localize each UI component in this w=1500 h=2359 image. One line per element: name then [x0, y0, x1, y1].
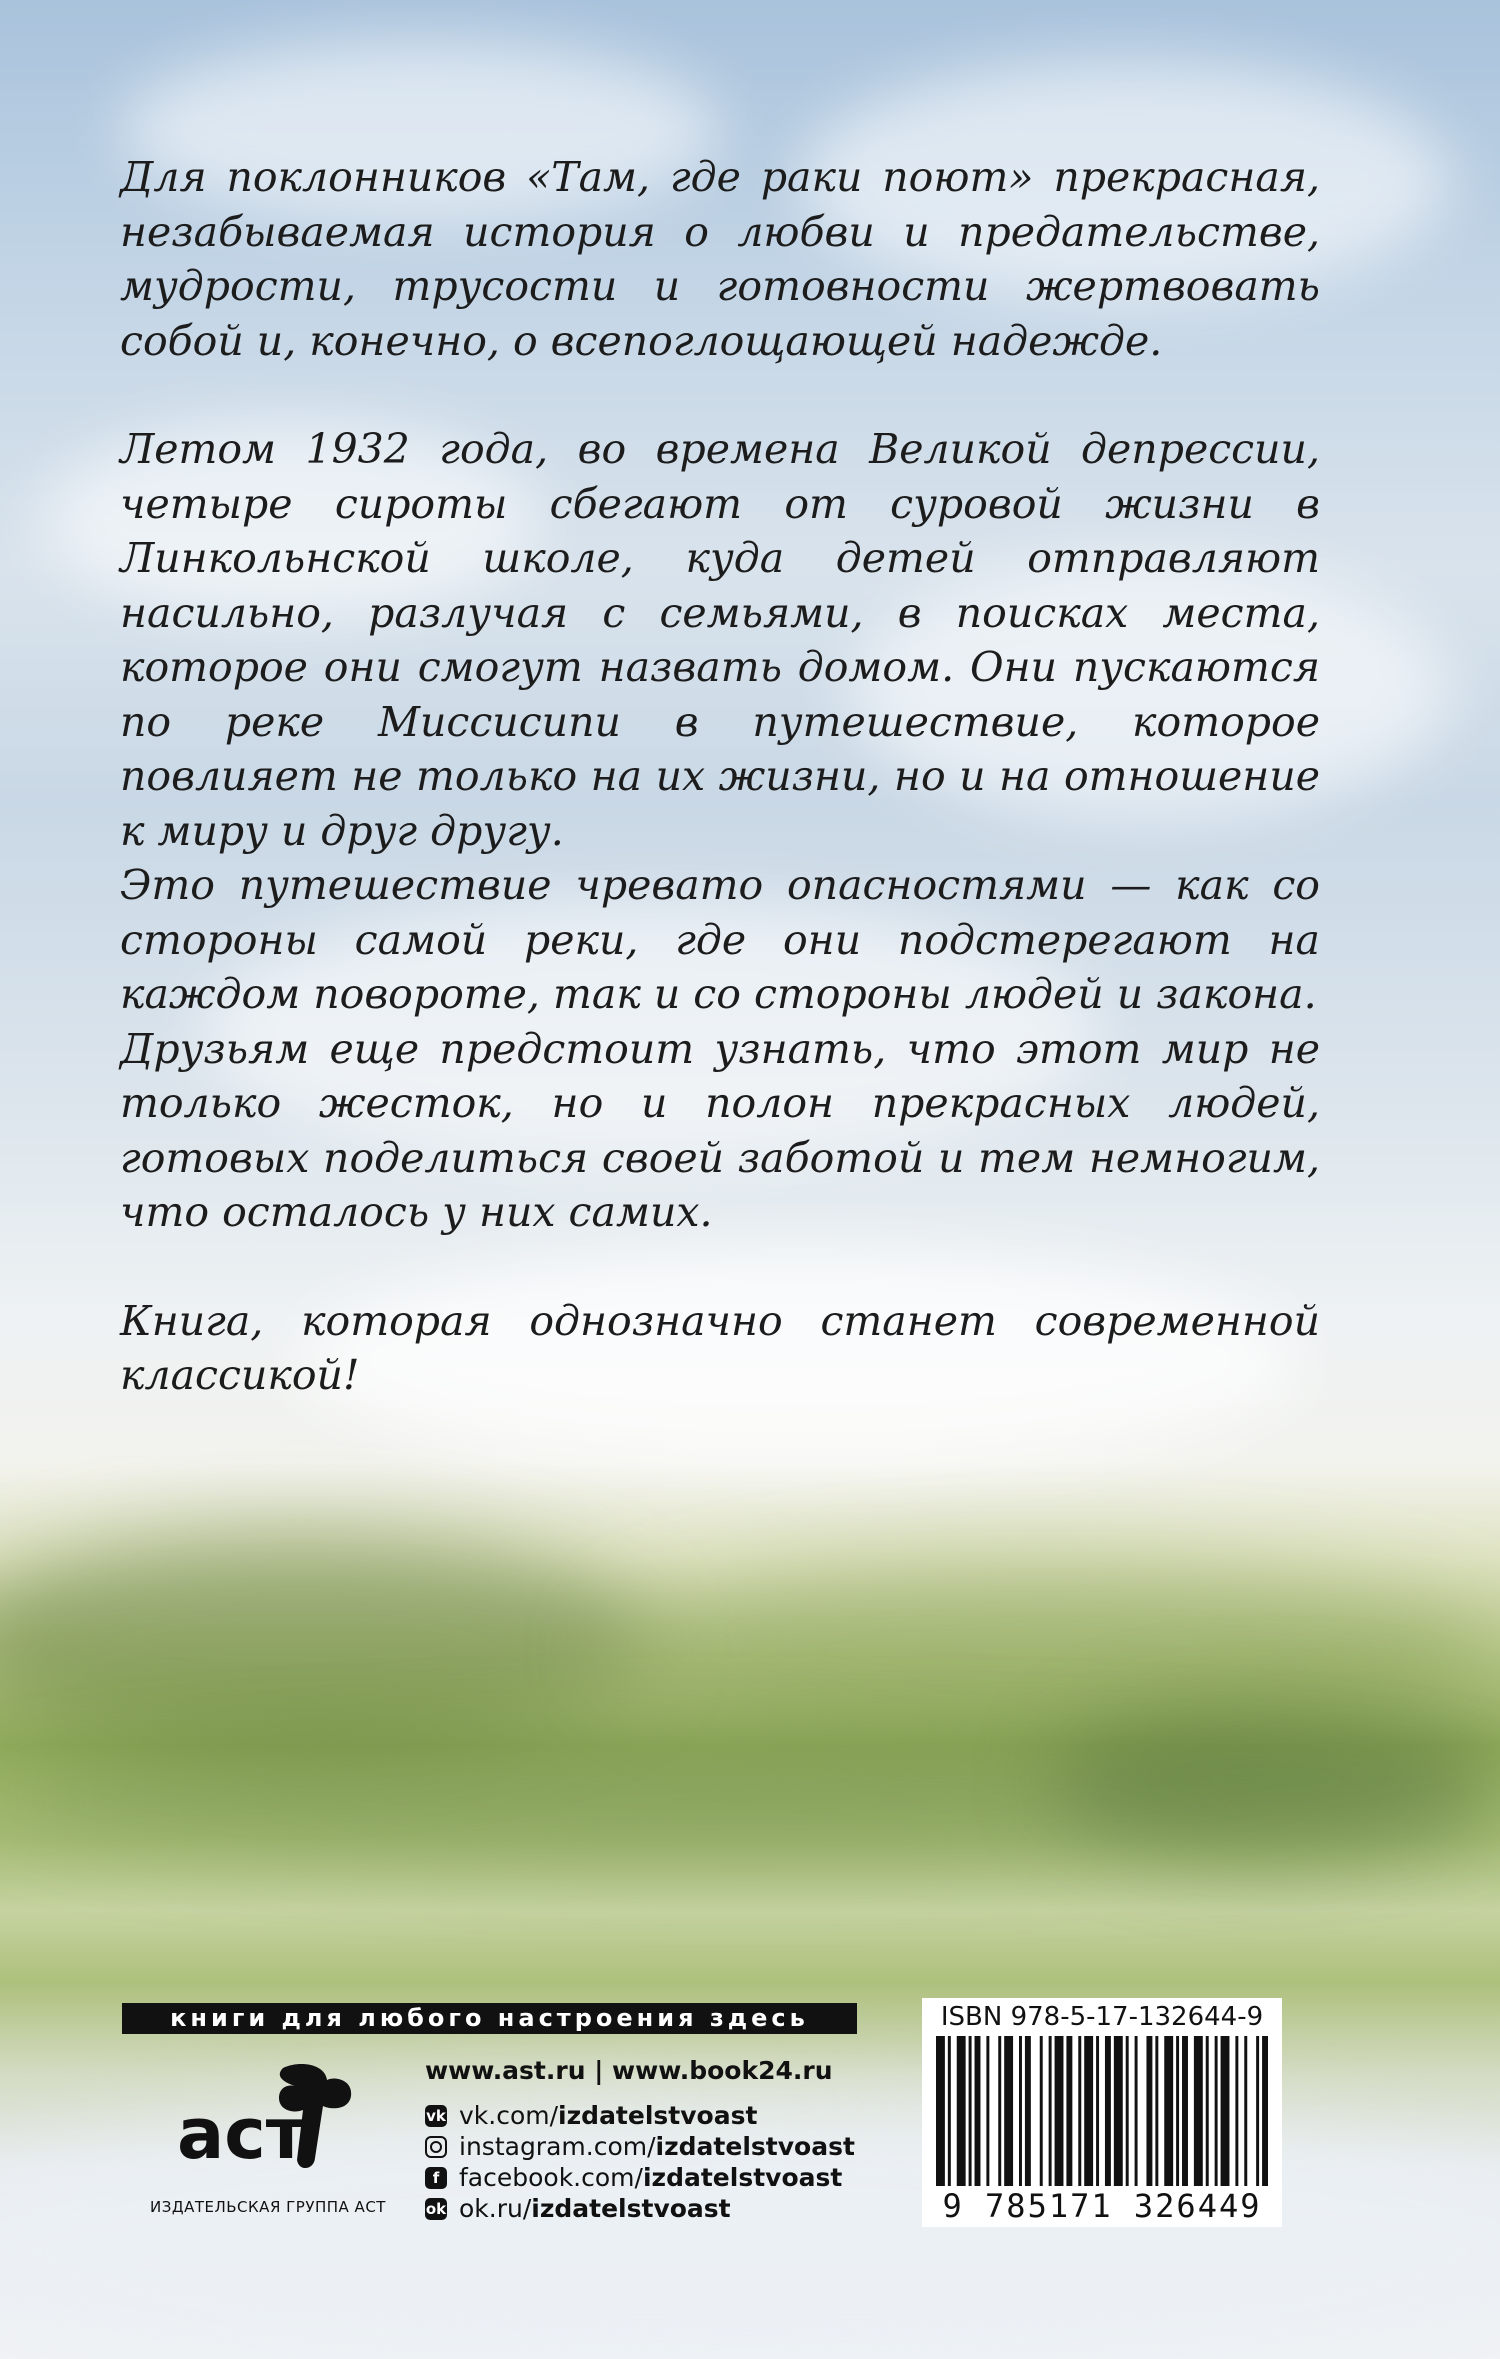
blurb-paragraph-5: Книга, которая однозначно станет современной классикой!	[120, 1296, 1320, 1399]
blurb-paragraph-2: Летом 1932 года, во времена Великой депрессии, четыре сироты сбегают от суровой жизни в Линкольнской школе, куда детей отправляют насильно, разлучая с семьями, в поисках места, которое они смогут назвать домом. Они пускаются по реке Миссисипи в путешествие, которое повлияет не только на их жизни, но и на отношение к миру и друг другу.	[120, 425, 1320, 855]
social-handle: izdatelstvoast	[558, 2101, 758, 2130]
instagram-icon	[425, 2136, 447, 2158]
blurb-paragraph-4: Друзьям еще предстоит узнать, что этот мир не только жесток, но и полон прекрасных людей, готовых поделиться своей заботой и тем немногим, что осталось у них самих.	[120, 1024, 1320, 1236]
social-prefix: facebook.com/	[459, 2163, 643, 2192]
ast-logo-text: аст	[177, 2093, 307, 2175]
publisher-group-name: ИЗДАТЕЛЬСКАЯ ГРУППА АСТ	[150, 2198, 386, 2216]
barcode-icon	[936, 2036, 1268, 2186]
facebook-icon: f	[425, 2167, 447, 2189]
odnoklassniki-icon: ok	[425, 2199, 447, 2218]
blurb-paragraph-3: Это путешествие чревато опасностями — как со стороны самой реки, где они подстерегают на каждом повороте, так и со стороны людей и закона.	[120, 861, 1320, 1018]
publisher-websites[interactable]: www.ast.ru | www.book24.ru	[425, 2056, 833, 2085]
social-handle: izdatelstvoast	[642, 2163, 843, 2192]
isbn-label: ISBN 978-5-17-132644-9	[940, 2002, 1264, 2032]
vk-icon: vk	[426, 2106, 446, 2125]
blurb-text	[120, 150, 1320, 1403]
publisher-tagline: книги для любого настроения здесь	[122, 2003, 857, 2034]
social-link-vk[interactable]	[425, 2101, 757, 2130]
blurb-paragraph-1: Для поклонников «Там, где раки поют» прекрасная, незабываемая история о любви и предательстве, мудрости, трусости и готовности жертвовать собой и, конечно, о всепоглощающей надежде.	[120, 153, 1320, 365]
social-link-facebook[interactable]	[425, 2163, 842, 2192]
isbn-barcode-block	[922, 1998, 1282, 2227]
social-handle: izdatelstvoast	[531, 2194, 731, 2223]
isbn-digits: 9 785171 326449	[942, 2187, 1262, 2225]
social-prefix: instagram.com/	[459, 2132, 656, 2161]
social-link-odnoklassniki[interactable]	[425, 2194, 731, 2223]
ast-logo	[175, 2058, 365, 2178]
social-link-instagram[interactable]	[425, 2132, 855, 2161]
social-prefix: ok.ru/	[459, 2194, 532, 2223]
social-prefix: vk.com/	[459, 2101, 559, 2130]
social-handle: izdatelstvoast	[655, 2132, 855, 2161]
